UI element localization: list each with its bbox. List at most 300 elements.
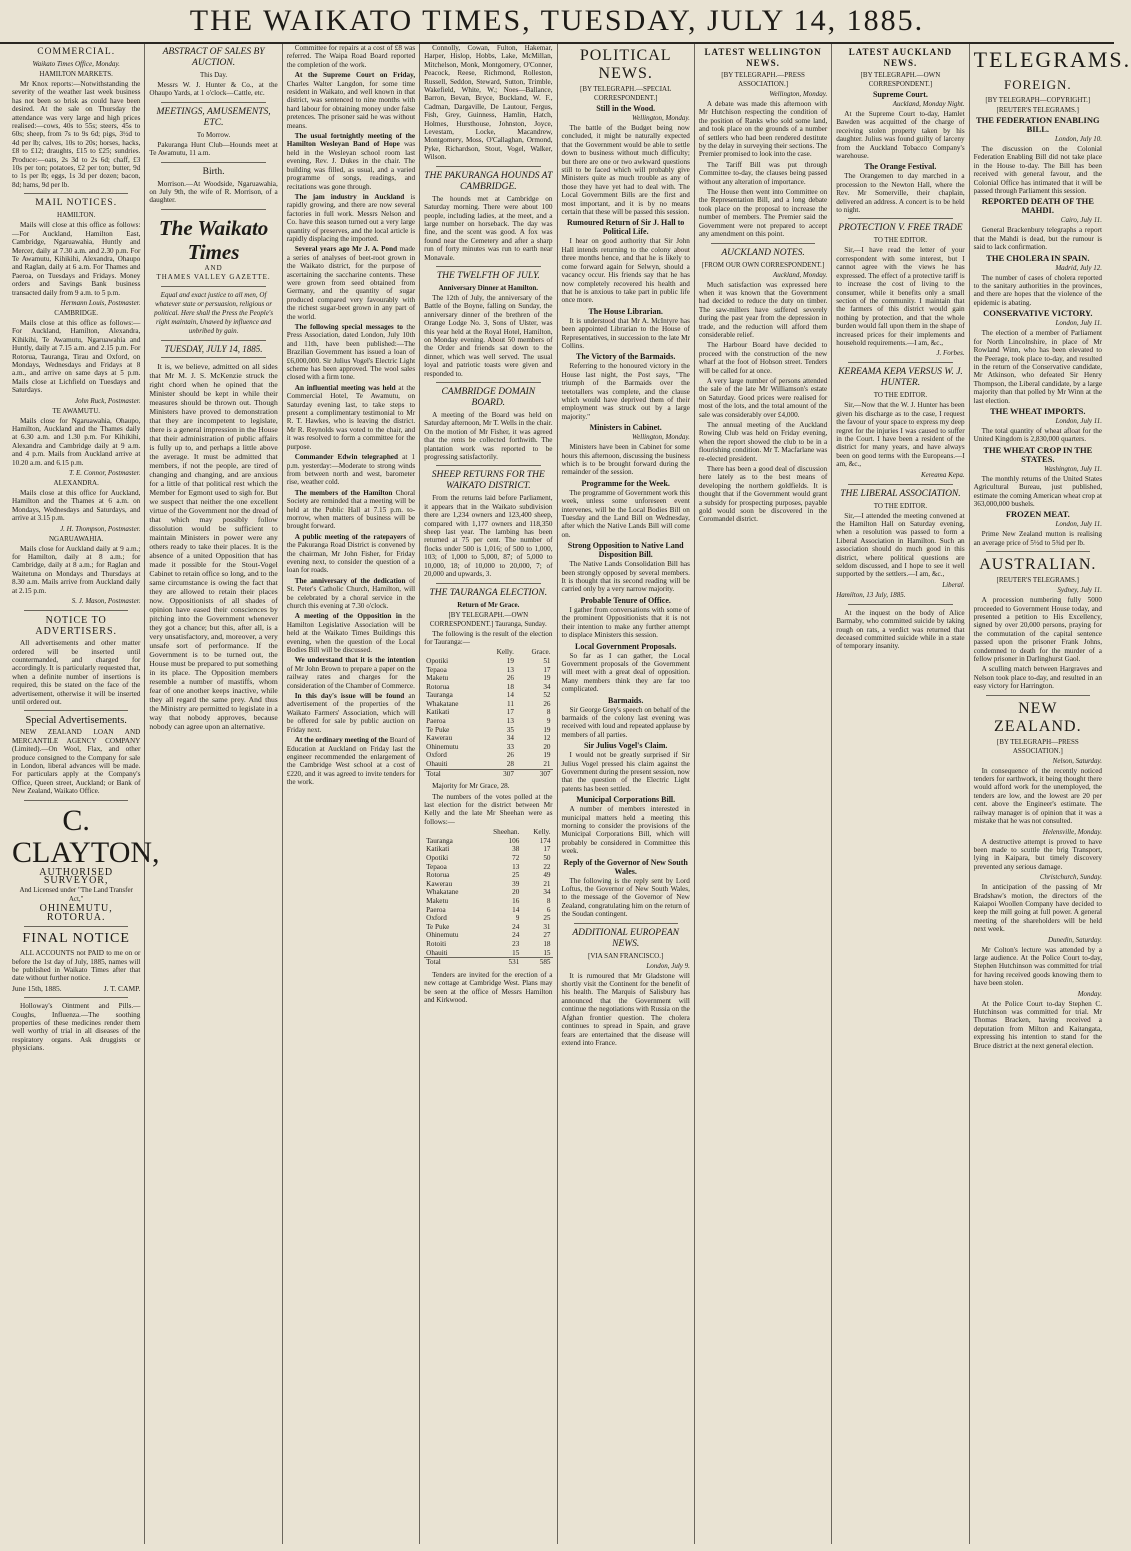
table-row xyxy=(424,734,552,743)
table-cell: Oxford xyxy=(426,751,447,760)
news-text: made a series of analyses of beet-root grown in the Waikato district, for the purpose of ascertaining the saccharine contents. These were grown from seed obtained from Germany, and the quantity of sugar produced compared very favourably with the richest sugar-beet grown in any part of the world. xyxy=(286,245,416,321)
table-cell: 28 xyxy=(506,760,514,769)
section-heading: Ministers in Cabinet. xyxy=(589,423,662,433)
telegram-text: The election of a member of Parliament for North Lincolnshire, in place of Mr Rowland Winn, who has been elevated to the Peerage, took place to-day, and resulted in the return of the Conservative candidate, Mr Atkinson, who defeated Sir Henry Thompson, the Liberal candidate, by a large majority than that polled by Mr Winn at the last election. xyxy=(973,329,1102,405)
abstract-heading: ABSTRACT OF SALES BY AUCTION. xyxy=(162,47,265,68)
majority-text: Majority for Mr Grace, 28. xyxy=(432,782,510,791)
commercial-sub: HAMILTON MARKETS. xyxy=(39,70,113,78)
postmaster: John Ruck, Postmaster. xyxy=(75,396,141,405)
tauranga-text: The following is the result of the election for Tauranga:— xyxy=(424,629,553,646)
table-cell: 8 xyxy=(546,897,551,905)
poll-intro-text: The numbers of the votes polled at the last election for the district between Mr Kelly and the late Mr Sheehan were as follows:— xyxy=(424,792,553,826)
telegram-text: A sculling match between Hargraves and Nelson took place to-day, and resulted in an easy victory for Harrington. xyxy=(973,665,1102,691)
paper-sub: THAMES VALLEY GAZETTE. xyxy=(156,272,271,281)
domain-text: A meeting of the Board was held on Saturday afternoon, Mr T. Wells in the chair. On the motion of Mr Fisher, it was agreed that the rents be collected forthwith. The plantation work was reported to be progressing satisfactorily. xyxy=(424,411,553,462)
section-text: So far as I can gather, the Local Government proposals of the Government will meet with a great deal of opposition. Many members think they are far too complicated. xyxy=(561,651,690,694)
tauranga-dateline: [BY TELEGRAPH.—OWN CORRESPONDENT.] Tauranga, Sunday. xyxy=(429,610,547,628)
press-line: [REUTER'S TELEGRAMS.] xyxy=(996,576,1080,585)
news-text: Much satisfaction was expressed here when it was known that the Government had decided to reduce the duty on timber. The saw-millers have suffered severely during the past year from the depression in trade, and the reduction will afford them considerable relief. xyxy=(698,280,828,339)
notice-heading: NOTICE TO ADVERTISERS. xyxy=(35,615,118,638)
dateline: Sydney, July 11. xyxy=(1057,586,1102,595)
table-cell: 25 xyxy=(543,914,551,923)
table-cell: 34 xyxy=(506,734,514,743)
letter-signature: Kereama Kepa. xyxy=(920,470,965,479)
table-cell: 20 xyxy=(512,888,520,897)
table-cell: Maketu xyxy=(426,897,449,905)
news-text: At the inquest on the body of Alice Barmaby, who committed suicide by taking rough on rats, a verdict was returned that deceased committed suicide while in a state of temporary insanity. xyxy=(836,608,965,651)
table-cell: 23 xyxy=(512,939,520,948)
dateline: Auckland, Monday. xyxy=(773,270,828,279)
poll-table-grace xyxy=(424,648,552,778)
table-cell: 14 xyxy=(506,691,514,700)
clayton-sub: And Licensed under "The Land Transfer Act," xyxy=(19,886,133,904)
pakuranga-text: The hounds met at Cambridge on Saturday morning. There were about 100 people, including ladies, at the meet, and a large number on horseback. The day was fine, and the scent was good. A fox was found near the Cemetery and after a sharp run of forty minutes was run to earth near Monavale. xyxy=(424,194,553,262)
paper-motto: Equal and exact justice to all men, Of whatever state or persuasion, religious or political. Here shall the Press the People's right maintain, Unawed by influence and unbribed by gain. xyxy=(154,290,274,335)
table-row xyxy=(424,751,552,760)
letter-signature: Liberal. xyxy=(942,580,965,589)
table-cell: 33 xyxy=(506,742,514,751)
table-row xyxy=(424,923,552,932)
division-list: Connolly, Cowan, Fulton, Hakemar, Harper, Hislop, Hobbs, Lake, McMillan, Mitchelson, Monk, Montgomery, O'Conner, Peacock, Reese, Richmond, Rolleston, Russell, Seddon, Steward, Sutton, Trimble, Wakefield, White, W.; Noes—Ballance, Barron, Bevan, Bryce, Buckland, W. F., Cadman, Dargaville, De Lautour, Fergus, Fish, Grey, Guinness, Hamlin, Hatch, Holmes, Hursthouse, Johnston, Joyce, Levestam, Locke, Macandrew, Montgomery, Moss, O'Callaghan, Ormond, Pyke, Richardson, Stout, Vogel, Walker, Wilson. xyxy=(424,44,553,162)
masthead-title: THE WAIKATO TIMES, TUESDAY, JULY 14, 1885. xyxy=(189,4,925,37)
twelfth-heading: THE TWELFTH OF JULY. xyxy=(436,270,540,281)
table-total-row xyxy=(424,958,552,967)
table-row xyxy=(424,760,552,769)
mail-heading: MAIL NOTICES. xyxy=(35,198,118,209)
news-text: Committee for repairs at a cost of £8 was referred. The Waipa Road Board reported the completion of the work. xyxy=(286,44,416,69)
table-cell: 72 xyxy=(512,854,520,863)
page-columns xyxy=(8,44,1131,1544)
table-header-cell: Sheehan. xyxy=(493,828,520,837)
table-cell: Ohauiti xyxy=(426,760,448,769)
news-item xyxy=(287,736,415,786)
table-cell: Paeroa xyxy=(426,905,446,914)
section-heading: THE WHEAT CROP IN THE STATES. xyxy=(983,444,1093,464)
news-item xyxy=(287,453,415,487)
news-lead: A meeting of the Opposition in xyxy=(294,612,402,621)
table-cell: 21 xyxy=(543,760,551,769)
section-heading: The Victory of the Barmaids. xyxy=(576,352,676,362)
table-header-cell: Grace. xyxy=(531,648,551,657)
table-row xyxy=(424,657,552,666)
section-text: I gather from conversations with some of the prominent Oppositionists that it is not their intention to make any further attempt to displace Ministers this session. xyxy=(561,605,690,640)
table-row xyxy=(424,906,552,915)
political-news-sub: [BY TELEGRAPH.—SPECIAL CORRESPONDENT.] xyxy=(579,85,672,102)
dateline: Auckland, Monday Night. xyxy=(892,100,965,108)
tauranga-heading: THE TAURANGA ELECTION. xyxy=(429,587,548,598)
news-text: A debate was made this afternoon with Mr Hutchison respecting the condition of the position of Ranks who sold some land, and took place on the grounds of a number of settlers who had been rendered destitute by the delay in surveying their sections. The Premier promised to look into the case. xyxy=(698,100,828,159)
news-lead: Commander Edwin telegraphed xyxy=(294,453,398,462)
table-row xyxy=(424,949,552,958)
table-cell: Te Puke xyxy=(426,725,450,734)
liberal-association-heading: THE LIBERAL ASSOCIATION. xyxy=(840,488,961,499)
news-text: The Tariff Bill was put through Committee to-day, the clauses being passed without any alteration of importance. xyxy=(698,160,828,186)
final-notice-heading: FINAL NOTICE xyxy=(22,931,130,947)
letter-text: Sir,—I attended the meeting convened at the Hamilton Hall on Saturday evening, when a resolution was passed to form a Liberal Association in Hamilton. Such an association should do much good in this district, where political questions are seldom discussed, and I hope to see it well supported by the settlers.—I am, &c., xyxy=(836,511,965,579)
table-cell: Tauranga xyxy=(426,836,453,845)
news-lead: The members of the Hamilton xyxy=(294,488,393,497)
news-lead: A public meeting of the ratepayers xyxy=(294,532,407,541)
twelfth-text: The 12th of July, the anniversary of the Battle of the Boyne, falling on Sunday, the anniversary dinner of the brethren of the Orange Lodge No. 3, Sons of Ulster, was this year held at the Royal Hotel, Hamilton, on Monday evening. About 50 members of the Order and friends sat down to the dinner, which was well served. The usual loyal and patriotic toasts were given and responded to. xyxy=(424,293,553,378)
divider xyxy=(848,604,952,605)
news-item xyxy=(287,612,415,654)
table-cell: Katikati xyxy=(426,708,450,717)
column-2 xyxy=(145,44,282,1544)
news-text: The annual meeting of the Auckland Rowing Club was held on Friday evening, when the report showed the club to be in a flourishing condition. Mr T. Macfarlane was re-elected president. xyxy=(698,421,828,463)
table-cell: Kawerau xyxy=(426,734,453,743)
telegrams-heading: TELEGRAMS. xyxy=(973,47,1131,72)
table-cell: 15 xyxy=(512,948,520,957)
abstract-text: Messrs W. J. Hunter & Co., at the Ohaupo Yards, at 1 o'clock—Cattle, etc. xyxy=(149,81,278,98)
mail-text: Mails close at this office as follows:—For Auckland, Hamilton, Alexandra, Kihikihi, Te Awamutu, Ngaruawahia and Huntly, daily at 7.15 a.m. and 2.15 p.m. For Rotorua, Tauranga, Tirau and Oxford, on Mondays, Wednesdays and Fridays at 8 a.m., and arrive on same days at 5 p.m. Mails close at Lichfield on Tuesdays and Saturdays. xyxy=(12,318,141,395)
table-cell: 52 xyxy=(543,691,551,700)
news-text: an advertisement of the properties of the Waikato Farmers' Association, which will be offered for sale by public auction on Friday next. xyxy=(286,692,416,734)
table-total-row xyxy=(424,769,552,778)
auckland-news-sub: [BY TELEGRAPH.—OWN CORRESPONDENT.] xyxy=(860,71,941,88)
table-row xyxy=(424,871,552,880)
section-text: I would not be greatly surprised if Sir Julius Vogel pressed his claim against the Government during the present session, now that the question of the Electric Light patents has been settled. xyxy=(561,751,690,793)
pakuranga-heading: THE PAKURANGA HOUNDS AT CAMBRIDGE. xyxy=(424,170,553,192)
news-text: at 1 p.m. yesterday:—Moderate to strong winds from between north and west, barometer rise, weather cold. xyxy=(286,453,416,487)
divider xyxy=(24,997,128,998)
special-text: NEW ZEALAND LOAN AND MERCANTILE AGENCY COMPANY (Limited).—On Wool, Flax, and other produce consigned to the Company for sale in London, liberal advances will be made. For particulars apply at the Company's Office, Queen street, Auckland; or Bank of New Zealand, Waikato Office. xyxy=(12,728,141,796)
table-header-cell xyxy=(424,648,482,657)
divider xyxy=(436,266,540,267)
news-text: at the Commercial Hotel, Te Awamutu, on Saturday evening last, to take steps to present a complimentary testimonial to Mr R. T. Hawkes, who is leaving the district. Mr R. Reynolds was voted to the chair, and it was resolved to form a committee for the purpose. xyxy=(286,383,416,451)
table-row xyxy=(424,880,552,889)
table-cell: 38 xyxy=(512,845,520,854)
section-heading: Probable Tenure of Office. xyxy=(580,595,671,605)
table-cell: Katikati xyxy=(426,845,450,854)
clayton-title: AUTHORISED SURVEYOR, xyxy=(39,866,114,886)
table-cell: 19 xyxy=(543,725,551,734)
table-cell: Ohauiti xyxy=(426,948,448,957)
table-cell: 21 xyxy=(543,879,551,888)
news-lead: We understand that it is the intention xyxy=(294,656,416,665)
table-cell: 13 xyxy=(512,862,520,871)
masthead xyxy=(0,0,1114,44)
section-heading: Strong Opposition to Native Land Disposition Bill. xyxy=(567,541,684,560)
mail-sub: NGARUAWAHIA. xyxy=(48,534,104,543)
table-cell: Tauranga xyxy=(426,691,453,700)
column-8 xyxy=(970,44,1131,1544)
table-row xyxy=(424,691,552,700)
european-news-text: It is rumoured that Mr Gladstone will shortly visit the Continent for the benefit of his health. The Marquis of Salisbury has announced that the Government will continue the negotiations with Russia on the Afghan frontier question. The cholera continues to spread in Spain, and grave fears are entertained that the disease will extend into France. xyxy=(561,971,690,1047)
news-text: The Orangemen to day marched in a procession to the Newton Hall, where the Rev. Mr Somerville, their chaplain, delivered an address. A concert is to be held to night. xyxy=(836,172,965,215)
table-cell: Whakatane xyxy=(426,888,459,897)
table-cell: 14 xyxy=(512,905,520,914)
table-cell: Total xyxy=(424,769,482,778)
news-text: At the Supreme Court to-day, Hamlet Bawden was acquitted of the charge of receiving stolen property taken by his daughter. Julius was found guilty of larceny from the Auckland Tobacco Company's warehouse. xyxy=(836,110,965,161)
table-row xyxy=(424,726,552,735)
dateline: Christchurch, Sunday. xyxy=(1039,873,1102,882)
auckland-notes-heading: AUCKLAND NOTES. xyxy=(721,247,805,258)
news-lead: At the Supreme Court on Friday, xyxy=(294,71,416,80)
section-heading: FROZEN MEAT. xyxy=(1005,509,1070,520)
news-lead: An influential meeting was held xyxy=(294,383,396,392)
section-heading: REPORTED DEATH OF THE MAHDI. xyxy=(981,196,1094,216)
table-cell: 106 xyxy=(508,836,520,845)
clayton-place: OHINEMUTU, ROTORUA. xyxy=(39,903,113,923)
meetings-heading: MEETINGS, AMUSEMENTS, ETC. xyxy=(156,106,271,128)
column-6 xyxy=(695,44,832,1544)
letter-text: Sir,—Now that the W. J. Hunter has been given his discharge as to the case, I request the favour of your space to express my deep regret for the injuries I was caused to suffer in the Court. I have been a resident of the district for many years, and have always been on good terms with the Europeans.—I am, &c., xyxy=(836,401,965,469)
news-text: A very large number of persons attended the sale of the late Mr Williamson's estate on Saturday. Good prices were realised for most of the lots, and the total amount of the sale was considerably over £4,000. xyxy=(698,376,828,419)
table-cell: 6 xyxy=(546,905,551,914)
paper-name: The Waikato Times xyxy=(158,215,269,264)
to-editor: TO THE EDITOR. xyxy=(873,501,928,510)
table-cell: 25 xyxy=(512,871,520,880)
section-heading: The House Librarian. xyxy=(588,306,663,316)
news-lead: Several years ago Mr J. A. Pond xyxy=(294,245,398,254)
table-cell: 11 xyxy=(507,699,514,708)
divider xyxy=(24,710,128,711)
protection-heading: PROTECTION V. FREE TRADE xyxy=(838,223,963,234)
birth-heading: Birth. xyxy=(202,166,225,177)
abstract-day: This Day. xyxy=(199,71,228,79)
news-item xyxy=(287,132,415,191)
table-cell: 585 xyxy=(521,958,552,967)
letter-signature: J. Forbes. xyxy=(936,349,965,358)
news-text: Charles Walter Langdon, for some time resident in Waikato, and well known in that district, was sentenced to nine months with hard labour for obtaining money under false pretences. The prisoner said he was without means. xyxy=(286,79,416,130)
section-heading: THE FEDERATION ENABLING BILL. xyxy=(976,115,1100,134)
table-cell: Tepaoa xyxy=(426,665,447,674)
table-row xyxy=(424,837,552,846)
table-cell: 17 xyxy=(543,665,551,674)
table-cell: Te Puke xyxy=(426,922,450,931)
section-heading: Programme for the Week. xyxy=(581,478,670,488)
mail-text: Mails close at this office for Auckland, Hamilton and the Thames at 6 a.m. on Mondays, Wednesdays and Saturdays, and arrive at 3.15 p.m. xyxy=(12,489,141,523)
telegram-text: A procession numbering fully 5000 proceeded to Government House today, and presented a petition to His Excellency, signed by over 20,000 persons, praying for the commutation of the capital sentence passed upon the prisoner Frank Johns, condemned to death for the murder of a fellow prisoner in Darlinghurst Gaol. xyxy=(973,596,1102,664)
news-item xyxy=(287,323,415,382)
table-cell: 9 xyxy=(515,914,520,923)
telegram-text: In anticipation of the passing of Mr Bradshaw's motion, the directors of the Kaiapoi Woollen Company have decided to keep the mill going at full power. A general meeting of the shareholders will be held next week. xyxy=(973,883,1102,934)
telegram-text: The discussion on the Colonial Federation Enabling Bill did not take place in the House to-day. The Bill has been received with general favour, and the Colonial Office has intimated that it will be passed through Parliament this session. xyxy=(973,145,1102,196)
divider xyxy=(986,695,1090,696)
table-row xyxy=(424,674,552,683)
dateline: London, July 11. xyxy=(1055,520,1102,529)
wellington-news-sub: [BY TELEGRAPH.—PRESS ASSOCIATION.] xyxy=(721,71,805,88)
table-header-cell xyxy=(424,828,477,837)
table-cell: Total xyxy=(424,958,477,967)
news-lead: The usual fortnightly meeting of the Hamilton Wesleyan Band of Hope xyxy=(286,132,416,149)
mail-text: Mails close for Ngaruawahia, Ohaupo, Hamilton, Auckland and the Thames daily at 6.30 a.m. and 1.30 p.m. For Kihikihi, Alexandra and Cambridge daily at 9 a.m. and 4 p.m. Mails from Auckland arrive at 10.20 a.m. and 6.15 p.m. xyxy=(12,416,141,467)
to-editor: TO THE EDITOR. xyxy=(873,236,928,245)
table-cell: 34 xyxy=(543,682,551,691)
clayton-name: C. CLAYTON, xyxy=(12,803,160,869)
australian-heading: AUSTRALIAN. xyxy=(979,556,1097,574)
dateline: Washington, July 11. xyxy=(1044,464,1102,473)
news-text: the Press Association, dated London, July 10th and 11th, have been published:—The Brazilian Government has issued a loan of £6,000,000. Sir Julius Vogel's Electric Light scheme has been approved. The wool sales closed with a firm tone. xyxy=(286,323,416,382)
sheep-text: From the returns laid before Parliament, it appears that in the Waikato subdivision there are 1,234 owners and 123,400 sheep, compared with 1,177 owners and 118,350 sheep last year. The lambing has been returned at 75 per cent. The number of flocks under 500 is 1,016; of 500 to 1,000, 103; of 1,000 to 5,000, 87; of 5,000 to 10,000, 18; of 10,000 to 20,000, 7; of 20,000 and upwards, 3. xyxy=(424,494,553,579)
table-row xyxy=(424,700,552,709)
table-row xyxy=(424,743,552,752)
poll-table-sheehan xyxy=(424,828,552,967)
table-header-row xyxy=(424,828,552,837)
divider xyxy=(848,362,952,363)
table-cell: 13 xyxy=(506,717,514,726)
notice-text: All advertisements and other matter ordered will be inserted until countermanded, and charged for accordingly. It is particularly requested that, when a definite number of insertions is required, this be stated on the face of the advertisement, otherwise it will be inserted until ordered out. xyxy=(12,639,141,706)
divider xyxy=(161,340,265,341)
section-heading: Still in the Wood. xyxy=(596,104,656,113)
table-header-cell: Kelly. xyxy=(533,828,551,837)
dateline: Dunedin, Saturday. xyxy=(1048,935,1102,944)
commercial-dateline: Waikato Times Office, Monday. xyxy=(32,60,120,68)
postmaster: S. J. Mason, Postmaster. xyxy=(71,597,141,606)
table-header-row xyxy=(424,648,552,657)
telegram-text: The monthly returns of the United States Agricultural Bureau, just published, estimate the coming American wheat crop at 363,000,000 bushels. xyxy=(973,474,1102,508)
table-cell: 18 xyxy=(506,682,514,691)
dateline: Madrid, July 12. xyxy=(1055,263,1102,272)
table-cell: 19 xyxy=(543,674,551,683)
table-cell: 307 xyxy=(516,769,553,778)
section-heading: CONSERVATIVE VICTORY. xyxy=(983,308,1093,319)
table-cell: 26 xyxy=(543,699,551,708)
commercial-heading: COMMERCIAL. xyxy=(37,47,116,57)
section-text: Ministers have been in Cabinet for some hours this afternoon, discussing the business which is to be brought forward during the remainder of the session. xyxy=(561,443,690,477)
table-row xyxy=(424,914,552,923)
table-cell: 22 xyxy=(543,862,551,871)
copyright-line: [BY TELEGRAPH—COPYRIGHT.] xyxy=(985,96,1091,104)
news-item xyxy=(287,489,415,531)
section-heading: THE WHEAT IMPORTS. xyxy=(990,405,1086,416)
table-cell: 12 xyxy=(543,734,551,743)
news-text: is rapidly growing, and there are now several factories in full work. Messrs Nelson and Co. have this season turned out a very large quantity of preserves, and the local article is rapidly displacing the imported. xyxy=(286,192,416,243)
european-news-heading: ADDITIONAL EUROPEAN NEWS. xyxy=(572,927,680,949)
paper-nameplate xyxy=(149,216,277,282)
mail-sub: CAMBRIDGE. xyxy=(54,308,99,317)
telegram-text: Prime New Zealand mutton is realising an average price of 5½d to 5¾d per lb. xyxy=(973,530,1102,547)
table-cell: 27 xyxy=(543,931,551,940)
table-row xyxy=(424,940,552,949)
section-heading: Barmaids. xyxy=(608,695,644,705)
section-text: The battle of the Budget being now concluded, it might be naturally expected that the Government would be able to settle down to business without much difficulty; but there are one or two awkward questions still to be faced which will probably give Ministers quite as much trouble as any of those they have yet had to deal with. The Local Government Bills are the first and most important, and it is by no means certain that these will be passed this session. xyxy=(561,124,690,217)
table-row xyxy=(424,931,552,940)
new-zealand-heading: NEW ZEALAND. xyxy=(994,699,1082,735)
auckland-notes-sub: [FROM OUR OWN CORRESPONDENT.] xyxy=(701,260,825,269)
divider xyxy=(986,551,1090,552)
political-news-heading: POLITICAL NEWS. xyxy=(579,47,672,82)
table-cell: 17 xyxy=(543,845,551,854)
final-notice-signature: J. T. CAMP. xyxy=(103,983,141,993)
final-notice-text: ALL ACCOUNTS not PAID to me on or before the 1st day of July, 1885, names will be published in Waikato Times after that date without further notice. xyxy=(12,949,141,983)
mail-text: Mails close for Auckland daily at 9 a.m.; for Hamilton, daily at 8 a.m.; for Cambridge, daily at 8 a.m.; for Raglan and Waitetuna on Mondays and Thursdays at 8.30 a.m. Mails arrive from Auckland daily at 2.15 p.m. xyxy=(12,544,141,595)
table-cell: 8 xyxy=(546,708,551,717)
table-cell: 15 xyxy=(543,948,551,957)
section-heading: THE CHOLERA IN SPAIN. xyxy=(986,252,1090,263)
news-item xyxy=(287,577,415,611)
reuters-line: [REUTER'S TELEGRAMS.] xyxy=(996,106,1080,114)
postmaster: Hermann Louis, Postmaster. xyxy=(60,298,141,307)
table-cell: 19 xyxy=(506,656,514,665)
table-cell: 24 xyxy=(512,922,520,931)
twelfth-sub: Anniversary Dinner at Hamilton. xyxy=(438,283,539,292)
dateline: London, July 11. xyxy=(1055,319,1102,328)
table-cell: 13 xyxy=(506,665,514,674)
table-cell: Whakatane xyxy=(426,699,459,708)
mail-sub: ALEXANDRA. xyxy=(53,479,99,488)
table-cell: 50 xyxy=(543,854,551,863)
table-cell: 39 xyxy=(512,879,520,888)
special-heading: Special Advertisements. xyxy=(25,715,127,727)
news-text: Choral Society are reminded that a meeting will be held at the Public Hall at 7.15 p.m. to-morrow, when matters of business will be brought forward. xyxy=(286,488,416,531)
dateline: Nelson, Saturday. xyxy=(1052,756,1102,765)
tenders-text: Tenders are invited for the erection of a new cottage at Cambridge West. Plans may be seen at the office of Messrs Hamilton and Kirkwood. xyxy=(424,970,553,1004)
section-text: I hear on good authority that Sir John Hall intends returning to the colony about three months hence, and that he is likely to come forward again for Selwyn, should a vacancy occur. His friends say that he has now completely recovered his health and that he is anxious to take part in public life once more. xyxy=(561,237,690,305)
divider xyxy=(848,218,952,219)
column-7 xyxy=(832,44,969,1544)
table-row xyxy=(424,683,552,692)
section-text: The programme of Government work this week, unless some unforeseen event intervenes, will be the Local Bodies Bill on Tuesday and the Land Bill on Wednesday, after which the Native Lands Bill will come on. xyxy=(561,488,690,539)
section-text: The following is the reply sent by Lord Loftus, the Governor of New South Wales, to the message of the Governor of New Zealand, congratulating him on the return of the Soudan contingent. xyxy=(561,876,690,919)
birth-text: Morrison.—At Woodside, Ngaruawahia, on July 9th, the wife of R. Morrison, of a daughter. xyxy=(149,179,278,205)
table-cell: Kawerau xyxy=(426,879,453,888)
telegram-text: The number of cases of cholera reported to the sanitary authorities in the provinces, and there are hopes that the violence of the epidemic is abating. xyxy=(973,273,1102,307)
dateline: London, July 10. xyxy=(1054,135,1102,143)
table-cell: 18 xyxy=(543,939,551,948)
press-line: [BY TELEGRAPH—PRESS ASSOCIATION.] xyxy=(996,737,1079,755)
dateline: London, July 9. xyxy=(646,961,690,970)
table-cell: 17 xyxy=(506,708,514,717)
divider xyxy=(24,800,128,801)
section-heading: Sir Julius Vogel's Claim. xyxy=(583,741,668,751)
final-notice-footer xyxy=(12,985,140,993)
column-4 xyxy=(420,44,557,1544)
telegram-text: In consequence of the recently noticed tenders for earthwork, it being thought there would afford work for the unemployed, the tenders are low, and the lowest are 20 per cent. above the Engineer's estimate. The railway manager is of opinion that it was a mistake that he was not consulted. xyxy=(973,766,1102,826)
divider xyxy=(161,286,265,287)
table-cell: Ohinemutu xyxy=(426,931,459,940)
section-heading: The Orange Festival. xyxy=(864,162,937,172)
divider xyxy=(24,193,128,194)
news-text: Board of Education at Auckland on Friday last the engineer recommended the enlargement of the Cambridge West school at a cost of £220, and it was agreed to invite tenders for the work. xyxy=(286,736,416,787)
postmaster: T. E. Connor, Postmaster. xyxy=(69,469,141,478)
table-row xyxy=(424,888,552,897)
news-text: The Harbour Board have decided to proceed with the construction of the new wharf at the foot of Hobson street. Tenders will be called for at once. xyxy=(698,341,828,375)
section-text: The Native Lands Consolidation Bill has been strongly opposed by several members. It is thought that its second reading will be carried only by a very narrow majority. xyxy=(561,560,690,594)
table-cell: Oxford xyxy=(426,914,447,923)
dateline: Helensville, Monday. xyxy=(1042,827,1102,836)
table-row xyxy=(424,863,552,872)
divider xyxy=(161,102,265,103)
dateline: Wellington, Monday. xyxy=(631,433,690,442)
table-header-cell: Kelly. xyxy=(496,648,514,657)
table-cell: 49 xyxy=(543,871,551,880)
news-text: of St. Peter's Catholic Church, Hamilton, will be celebrated by a choral service in the church this evening at 7.30 o'clock. xyxy=(286,576,416,610)
table-cell: 174 xyxy=(539,836,551,845)
section-text: A number of members interested in municipal matters held a meeting this morning to consider the provisions of the Municipal Corporations Bill, which will probably be considered in Committee this week. xyxy=(561,805,690,856)
tauranga-sub: Return of Mr Grace. xyxy=(457,600,520,609)
sheep-heading: SHEEP RETURNS FOR THE WAIKATO DISTRICT. xyxy=(431,470,545,492)
divider xyxy=(574,923,678,924)
telegram-text: At the Police Court to-day Stephen C. Hutchinson was committed for trial. Mr Thomas Bracken, having received a deputation from Milton and Kaitangata, expressing his intention to stand for the Bruce district at the next general election. xyxy=(973,999,1102,1050)
telegram-text: General Brackenbury telegraphs a report that the Mahdi is dead, but the rumour is said to lack confirmation. xyxy=(973,226,1102,252)
column-1 xyxy=(8,44,160,1544)
table-cell: 531 xyxy=(477,958,521,967)
section-text: Referring to the honoured victory in the House last night, the Post says, "The triumph of the Barmaids over the teetotallers was complete, and the clause which would have deprived them of their employment was struck out by a large majority." xyxy=(561,362,690,421)
news-text: was held in the Wesleyan school room last evening, Rev. J. Dukes in the chair. The building was filled, as usual, and a varied programme of songs, readings, and recitations was gone through. xyxy=(286,140,416,191)
commercial-text: Mr Knox reports:—Notwithstanding the severity of the weather last week business has not been so brisk as could have been desired. At the sale on Thursday the attendance was very large and high prices realised:—cows, 40s to 55s; steers, 45s to 60s; sheep, from 7s to 9s 6d; pigs, 3½d to 4d per lb; calves, 10s to 20s; horses, hacks, £8 to £12; draughts, £15 to £25; sundries. Produce:—oats, 2s 3d to 2s 6d; chaff, £3 10s per ton; potatoes, £2 per ton; butter, 9d to 1s per lb; eggs, 1s 3d per dozen; bacon, 8d; hams, 9d per lb. xyxy=(12,80,141,189)
news-text: the Hamilton Legislative Association will be held at the Waikato Times Buildings this evening, when the question of the Local Bodies Bill will be discussed. xyxy=(286,612,416,655)
to-editor: TO THE EDITOR. xyxy=(873,391,928,400)
table-cell: 35 xyxy=(506,725,514,734)
news-lead: The jam industry in Auckland xyxy=(294,192,405,201)
mail-text: Mails will close at this office as follows:—For Auckland, Hamilton East, Cambridge, Ngaruawahia, Huntly and Mercer, daily at 7.30 a.m. and 2.30 p.m. For Te Awamutu, Kihikihi, Alexandra, Ohaupo and Raglan, daily at 6 a.m. For Thames and Paeroa, on Tuesdays and Fridays. Money orders and Savings Bank business transacted daily from 9 a.m. to 5 p.m. xyxy=(12,221,141,297)
holloway-advert: Holloway's Ointment and Pills.—Coughs, Influenza.—The soothing properties of these medicines render them well worthy of trial in all diseases of the respiratory organs. Ask druggists or physicians. xyxy=(12,1002,141,1053)
letter-text: Sir,—I have read the letter of your correspondent with some interest, but I cannot agree with the views he has expressed. The effect of a protective tariff is to increase the cost of living to the consumer, while it benefits only a small section of the community. I maintain that the farmers of this district would gain nothing by protection, and that the whole burden would fall upon them in the shape of increased prices for their implements and household requirements.—I am, &c., xyxy=(836,246,965,347)
news-item xyxy=(287,692,415,734)
section-heading: Supreme Court. xyxy=(872,90,928,99)
european-news-sub: [VIA SAN FRANCISCO.] xyxy=(588,951,664,960)
